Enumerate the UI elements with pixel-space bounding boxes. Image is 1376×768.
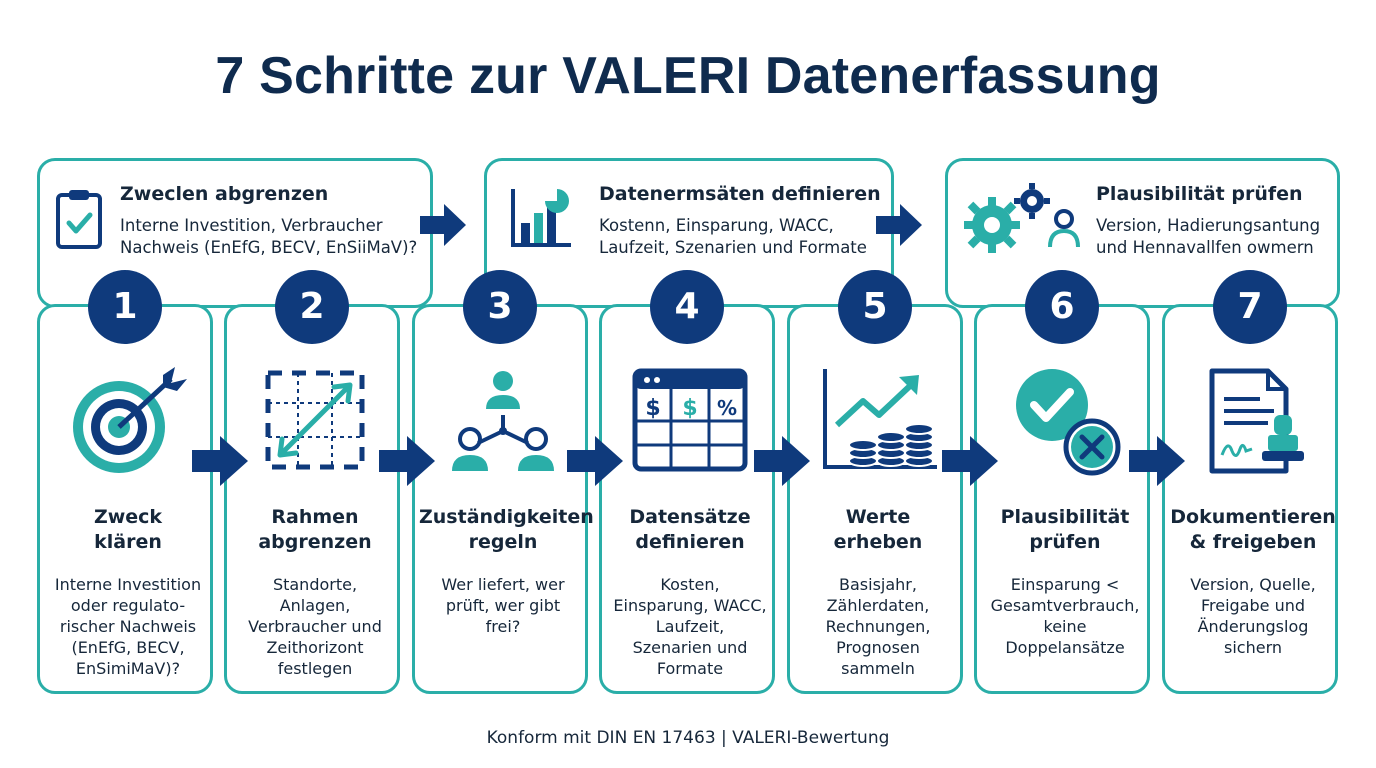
target-icon: [63, 363, 193, 483]
top-box-desc-line: Kostenn, Einsparung, WACC,: [599, 216, 834, 235]
top-box-title: Zweclen abgrenzen: [120, 183, 329, 205]
arrow-right-icon: [377, 434, 437, 488]
arrow-right-icon: [1127, 434, 1187, 488]
svg-text:$: $: [682, 396, 698, 421]
step-card-1: [37, 304, 213, 694]
step-card-7: [1162, 304, 1338, 694]
step-number-badge: 4: [650, 270, 724, 344]
check-cross-icon: [1000, 363, 1130, 483]
top-box-desc-line: Interne Investition, Verbraucher: [120, 216, 383, 235]
step-title: Rahmen abgrenzen: [258, 506, 372, 553]
step-title: Datensätze definieren: [629, 506, 751, 553]
step-card-6: [974, 304, 1150, 694]
step-number-badge: 5: [838, 270, 912, 344]
clipboard-check-icon: [54, 187, 104, 251]
step-description: Interne Investition oder regulato- rischer Nachweis (EnEfG, BECV, EnSimiMaV)?: [54, 575, 202, 678]
arrow-right-icon: [874, 200, 924, 250]
page-title: 7 Schritte zur VALERI Datenerfassung: [215, 47, 1161, 105]
growth-coins-icon: [813, 363, 943, 483]
top-box-desc-line: Version, Hadierungsantung: [1096, 216, 1321, 235]
step-description: Standorte, Anlagen, Verbraucher und Zeithorizont festlegen: [248, 575, 382, 678]
step-card-5: [787, 304, 963, 694]
people-network-icon: [438, 363, 568, 483]
step-title: Werte erheben: [833, 506, 923, 553]
top-box-title: Datenermsäten definieren: [599, 183, 881, 205]
step-description: Kosten, Einsparung, WACC, Laufzeit, Szenarien und Formate: [613, 575, 767, 678]
arrow-right-icon: [418, 200, 468, 250]
arrow-right-icon: [940, 434, 1000, 488]
step-description: Wer liefert, wer prüft, wer gibt frei?: [441, 575, 565, 636]
footer-note: Konform mit DIN EN 17463 | VALERI-Bewertung: [486, 728, 890, 748]
step-description: Einsparung < Gesamtverbrauch, keine Doppelansätze: [990, 575, 1140, 657]
svg-text:$: $: [645, 396, 661, 421]
top-box-title: Plausibilität prüfen: [1096, 183, 1303, 205]
step-card-2: [224, 304, 400, 694]
step-title: Dokumentieren & freigeben: [1170, 506, 1336, 553]
svg-text:%: %: [716, 396, 738, 420]
step-number-badge: 2: [275, 270, 349, 344]
step-description: Basisjahr, Zählerdaten, Rechnungen, Prognosen sammeln: [825, 575, 931, 678]
step-number-badge: 7: [1213, 270, 1287, 344]
arrow-right-icon: [190, 434, 250, 488]
step-number-badge: 6: [1025, 270, 1099, 344]
step-title: Plausibilität prüfen: [1000, 506, 1130, 553]
frame-resize-icon: [250, 363, 380, 483]
top-box-desc-line: und Hennavallfen owmern: [1096, 238, 1314, 257]
top-box-desc-line: Nachweis (EnEfG, BECV, EnSiiMaV)?: [120, 238, 418, 257]
arrow-right-icon: [752, 434, 812, 488]
step-title: Zuständigkeiten regeln: [419, 506, 594, 553]
step-description: Version, Quelle, Freigabe und Änderungslog sichern: [1190, 575, 1316, 657]
step-card-4: [599, 304, 775, 694]
step-number-badge: 1: [88, 270, 162, 344]
top-box-desc-line: Laufzeit, Szenarien und Formate: [599, 238, 867, 257]
step-card-3: [412, 304, 594, 694]
bar-chart-icon: [509, 185, 573, 251]
step-title: Zweck klären: [93, 506, 163, 553]
step-number-badge: 3: [463, 270, 537, 344]
gears-person-icon: [962, 183, 1092, 253]
spreadsheet-icon: [625, 363, 755, 483]
arrow-right-icon: [565, 434, 625, 488]
document-stamp-icon: [1188, 363, 1318, 483]
